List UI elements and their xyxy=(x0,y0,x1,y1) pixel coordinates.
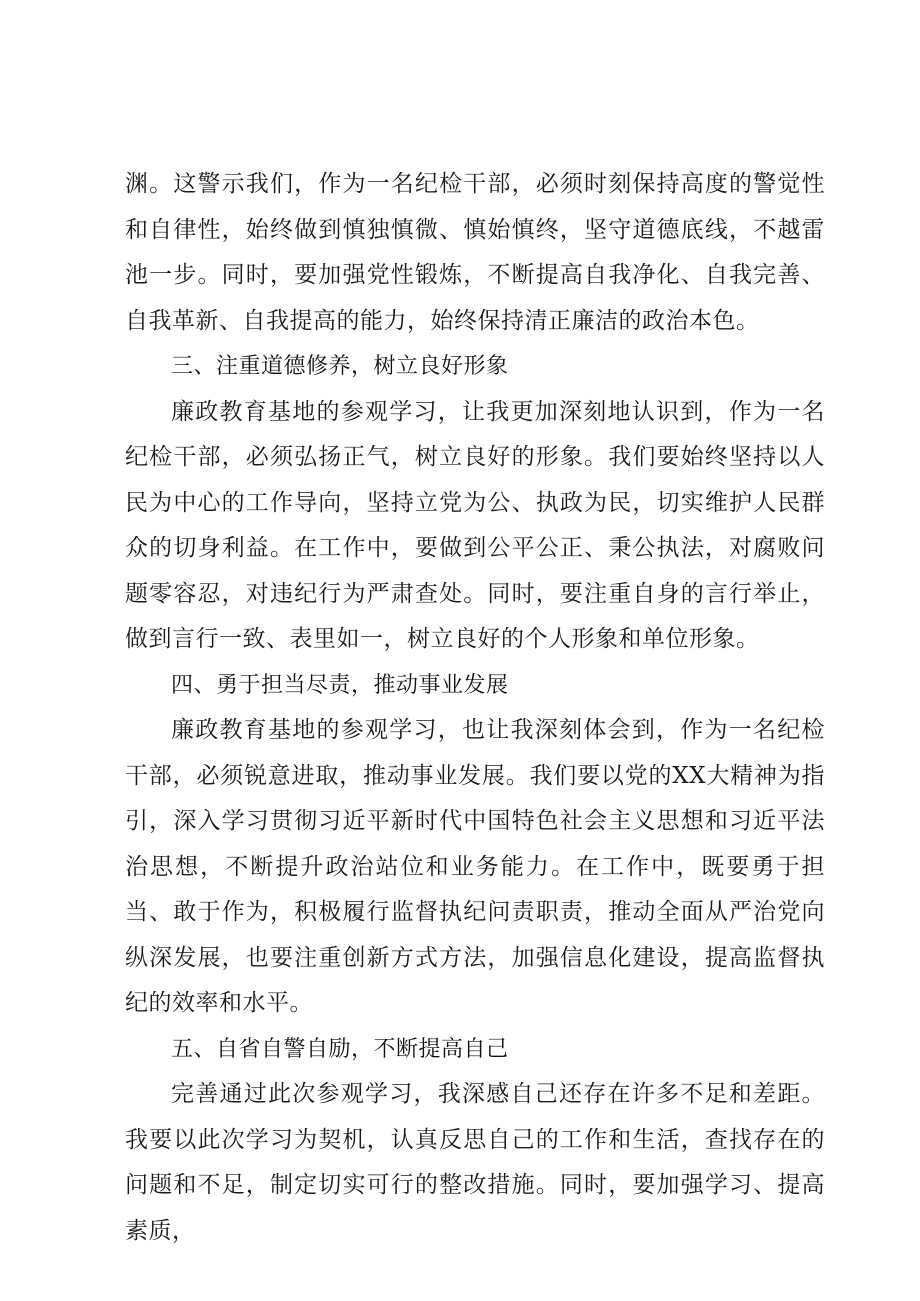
section-body-3: 廉政教育基地的参观学习，让我更加深刻地认识到，作为一名纪检干部，必须弘扬正气，树立良好的形象。我们要始终坚持以人民为中心的工作导向，坚持立党为公、执政为民，切实维护人民群众的切身利益。在工作中，要做到公平公正、秉公执法，对腐败问题零容忍，对违纪行为严肃查处。同时，要注重自身的言行举止，做到言行一致、表里如一，树立良好的个人形象和单位形象。 xyxy=(125,398,825,652)
section-heading-3: 三、注重道德修养，树立良好形象 xyxy=(171,354,509,379)
paragraph-continued: 渊。这警示我们，作为一名纪检干部，必须时刻保持高度的警觉性和自律性，始终做到慎独慎微、慎始慎终，坚守道德底线，不越雷池一步。同时，要加强党性锻炼，不断提高自我净化、自我完善、自我革新、自我提高的能力，始终保持清正廉洁的政治本色。 xyxy=(125,171,825,334)
document-body xyxy=(125,162,825,1254)
section-heading-4: 四、勇于担当尽责，推动事业发展 xyxy=(171,672,509,698)
section-body-4: 廉政教育基地的参观学习，也让我深刻体会到，作为一名纪检干部，必须锐意进取，推动事业发展。我们要以党的XX大精神为指引，深入学习贯彻习近平新时代中国特色社会主义思想和习近平法治思想，不断提升政治站位和业务能力。在工作中，既要勇于担当、敢于作为，积极履行监督执纪问责职责，推动全面从严治党向纵深发展，也要注重创新方式方法，加强信息化建设，提高监督执纪的效率和水平。 xyxy=(125,717,825,1016)
section-heading-5: 五、自省自警自励，不断提高自己 xyxy=(171,1036,509,1062)
section-body-5: 完善通过此次参观学习，我深感自己还存在许多不足和差距。我要以此次学习为契机，认真反思自己的工作和生活，查找存在的问题和不足，制定切实可行的整改措施。同时，要加强学习、提高素质， xyxy=(125,1081,825,1244)
